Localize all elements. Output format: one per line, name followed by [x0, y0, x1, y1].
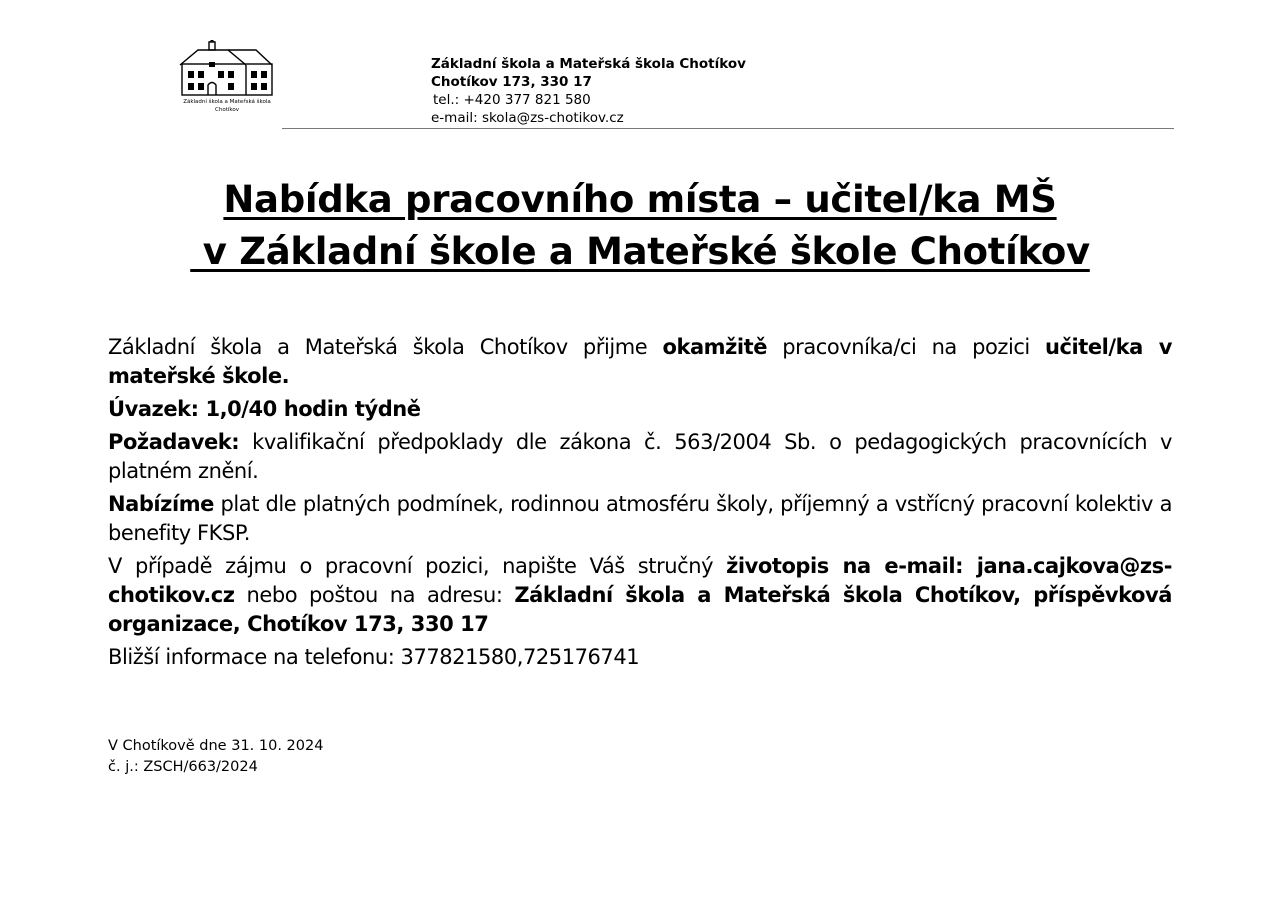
logo-caption: Základní škola a Mateřská škola Chotíkov: [183, 99, 271, 113]
school-email: e-mail: skola@zs-chotikov.cz: [431, 110, 624, 126]
phone-paragraph: Bližší informace na telefonu: 377821580,725176741: [108, 645, 640, 669]
contact-paragraph: V případě zájmu o pracovní pozici, napište Váš stručný životopis na e-mail: jana.cajkova@zs-chotikov.cz nebo poštou na adresu: Základní škola a Mateřská škola Chotíkov, příspěvková organizace, Chotíkov 173, 330 17: [108, 554, 1172, 636]
document-footer: [108, 736, 323, 778]
title-line-1: Nabídka pracovního místa – učitel/ka MŠ: [223, 178, 1057, 221]
title-line-2: v Základní škole a Mateřské škole Chotíkov: [190, 230, 1090, 273]
postal-address: Základní škola a Mateřská škola Chotíkov, příspěvková organizace, Chotíkov 173, 330 17: [108, 583, 1172, 636]
offer-paragraph: Nabízíme plat dle platných podmínek, rodinnou atmosféru školy, příjemný a vstřícný pracovní kolektiv a benefity FKSP.: [108, 492, 1172, 545]
document-date: V Chotíkově dne 31. 10. 2024: [108, 738, 324, 754]
school-building-icon: [176, 40, 278, 98]
page-title: [0, 174, 1280, 278]
school-phone: tel.: +420 377 821 580: [433, 92, 591, 108]
job-offer-body: [108, 333, 1172, 676]
school-address: Chotíkov 173, 330 17: [431, 74, 592, 90]
workload-paragraph: Úvazek: 1,0/40 hodin týdně: [108, 397, 421, 421]
school-logo: [176, 40, 278, 120]
requirement-paragraph: Požadavek: kvalifikační předpoklady dle zákona č. 563/2004 Sb. o pedagogických pracovnících v platném znění.: [108, 430, 1172, 483]
school-name: Základní škola a Mateřská škola Chotíkov: [431, 56, 746, 72]
cv-email: životopis na e-mail: jana.cajkova@zs-chotikov.cz: [108, 554, 1172, 607]
letterhead: [431, 55, 746, 127]
document-reference: č. j.: ZSCH/663/2024: [108, 759, 258, 775]
header-divider: [282, 128, 1174, 129]
intro-paragraph: Základní škola a Mateřská škola Chotíkov přijme okamžitě pracovníka/ci na pozici učitel/ka v mateřské škole.: [108, 335, 1172, 388]
